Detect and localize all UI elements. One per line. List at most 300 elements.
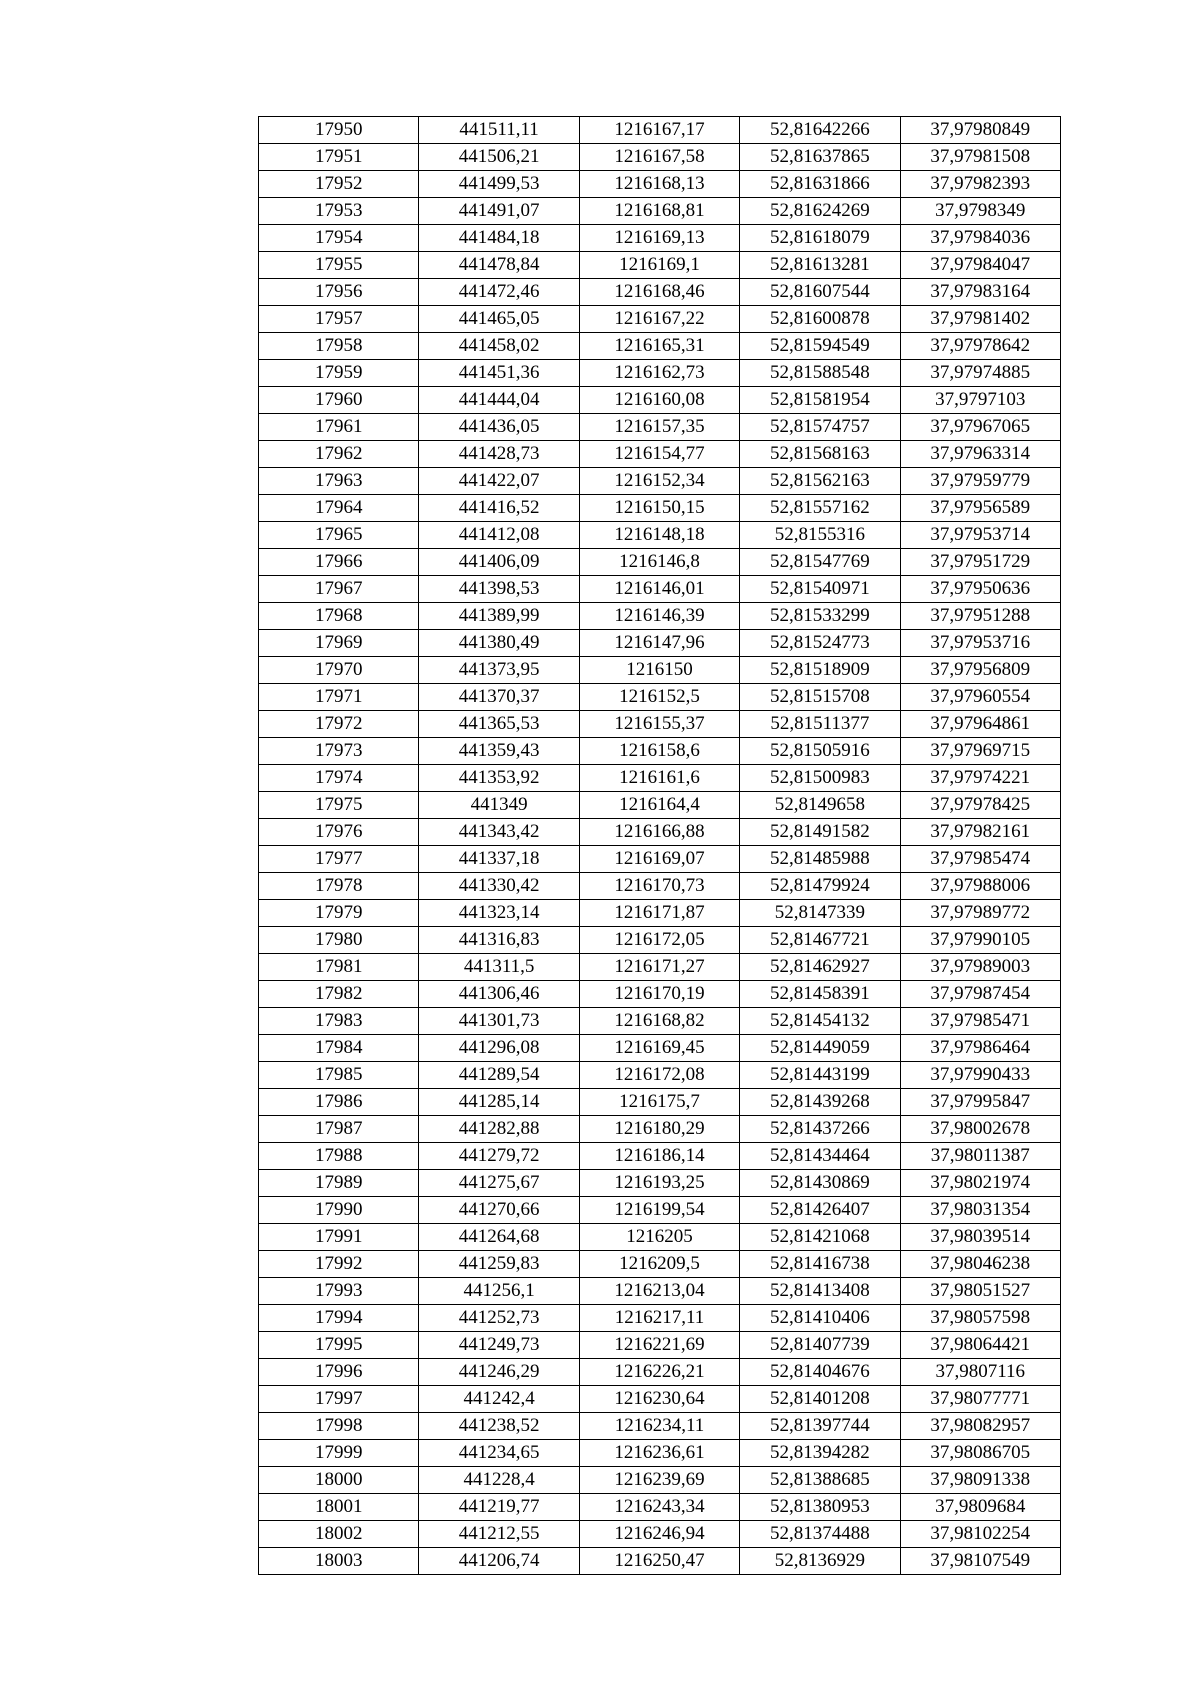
point-number-cell: 17977 (259, 846, 419, 873)
x-coordinate-cell: 441323,14 (419, 900, 579, 927)
x-coordinate-cell: 441259,83 (419, 1251, 579, 1278)
latitude-cell: 52,81454132 (740, 1008, 900, 1035)
longitude-cell: 37,98102254 (900, 1521, 1060, 1548)
table-row (259, 1413, 1061, 1440)
table-row (259, 1197, 1061, 1224)
point-number-cell: 17978 (259, 873, 419, 900)
latitude-cell: 52,81562163 (740, 468, 900, 495)
y-coordinate-cell: 1216193,25 (579, 1170, 739, 1197)
y-coordinate-cell: 1216246,94 (579, 1521, 739, 1548)
longitude-cell: 37,98046238 (900, 1251, 1060, 1278)
latitude-cell: 52,81407739 (740, 1332, 900, 1359)
latitude-cell: 52,81547769 (740, 549, 900, 576)
longitude-cell: 37,98082957 (900, 1413, 1060, 1440)
table-row (259, 873, 1061, 900)
point-number-cell: 17986 (259, 1089, 419, 1116)
point-number-cell: 17966 (259, 549, 419, 576)
point-number-cell: 17989 (259, 1170, 419, 1197)
y-coordinate-cell: 1216154,77 (579, 441, 739, 468)
y-coordinate-cell: 1216152,34 (579, 468, 739, 495)
longitude-cell: 37,98077771 (900, 1386, 1060, 1413)
x-coordinate-cell: 441412,08 (419, 522, 579, 549)
x-coordinate-cell: 441478,84 (419, 252, 579, 279)
x-coordinate-cell: 441206,74 (419, 1548, 579, 1575)
x-coordinate-cell: 441228,4 (419, 1467, 579, 1494)
point-number-cell: 18001 (259, 1494, 419, 1521)
x-coordinate-cell: 441422,07 (419, 468, 579, 495)
point-number-cell: 17979 (259, 900, 419, 927)
x-coordinate-cell: 441238,52 (419, 1413, 579, 1440)
longitude-cell: 37,97956589 (900, 495, 1060, 522)
longitude-cell: 37,97953714 (900, 522, 1060, 549)
x-coordinate-cell: 441234,65 (419, 1440, 579, 1467)
x-coordinate-cell: 441349 (419, 792, 579, 819)
latitude-cell: 52,81533299 (740, 603, 900, 630)
table-row (259, 819, 1061, 846)
longitude-cell: 37,98021974 (900, 1170, 1060, 1197)
longitude-cell: 37,9798349 (900, 198, 1060, 225)
table-row (259, 900, 1061, 927)
point-number-cell: 17988 (259, 1143, 419, 1170)
table-row (259, 306, 1061, 333)
y-coordinate-cell: 1216175,7 (579, 1089, 739, 1116)
point-number-cell: 17975 (259, 792, 419, 819)
y-coordinate-cell: 1216168,46 (579, 279, 739, 306)
y-coordinate-cell: 1216221,69 (579, 1332, 739, 1359)
latitude-cell: 52,8149658 (740, 792, 900, 819)
y-coordinate-cell: 1216169,13 (579, 225, 739, 252)
point-number-cell: 17959 (259, 360, 419, 387)
longitude-cell: 37,97982393 (900, 171, 1060, 198)
latitude-cell: 52,81540971 (740, 576, 900, 603)
y-coordinate-cell: 1216171,27 (579, 954, 739, 981)
x-coordinate-cell: 441311,5 (419, 954, 579, 981)
y-coordinate-cell: 1216155,37 (579, 711, 739, 738)
table-row (259, 684, 1061, 711)
table-row (259, 1521, 1061, 1548)
table-row (259, 792, 1061, 819)
point-number-cell: 17973 (259, 738, 419, 765)
latitude-cell: 52,81410406 (740, 1305, 900, 1332)
x-coordinate-cell: 441246,29 (419, 1359, 579, 1386)
latitude-cell: 52,81413408 (740, 1278, 900, 1305)
latitude-cell: 52,81588548 (740, 360, 900, 387)
longitude-cell: 37,98039514 (900, 1224, 1060, 1251)
x-coordinate-cell: 441330,42 (419, 873, 579, 900)
x-coordinate-cell: 441353,92 (419, 765, 579, 792)
y-coordinate-cell: 1216146,8 (579, 549, 739, 576)
latitude-cell: 52,81557162 (740, 495, 900, 522)
point-number-cell: 17954 (259, 225, 419, 252)
latitude-cell: 52,81380953 (740, 1494, 900, 1521)
x-coordinate-cell: 441444,04 (419, 387, 579, 414)
longitude-cell: 37,98107549 (900, 1548, 1060, 1575)
longitude-cell: 37,97956809 (900, 657, 1060, 684)
point-number-cell: 17993 (259, 1278, 419, 1305)
point-number-cell: 17983 (259, 1008, 419, 1035)
latitude-cell: 52,81568163 (740, 441, 900, 468)
table-row (259, 117, 1061, 144)
table-row (259, 1548, 1061, 1575)
table-row (259, 1062, 1061, 1089)
y-coordinate-cell: 1216161,6 (579, 765, 739, 792)
table-row (259, 1008, 1061, 1035)
latitude-cell: 52,81443199 (740, 1062, 900, 1089)
table-row (259, 1116, 1061, 1143)
x-coordinate-cell: 441359,43 (419, 738, 579, 765)
x-coordinate-cell: 441296,08 (419, 1035, 579, 1062)
longitude-cell: 37,98086705 (900, 1440, 1060, 1467)
longitude-cell: 37,98064421 (900, 1332, 1060, 1359)
latitude-cell: 52,81430869 (740, 1170, 900, 1197)
table-row (259, 954, 1061, 981)
table-row (259, 630, 1061, 657)
y-coordinate-cell: 1216199,54 (579, 1197, 739, 1224)
table-row (259, 549, 1061, 576)
y-coordinate-cell: 1216168,13 (579, 171, 739, 198)
x-coordinate-cell: 441380,49 (419, 630, 579, 657)
x-coordinate-cell: 441499,53 (419, 171, 579, 198)
table-row (259, 1251, 1061, 1278)
longitude-cell: 37,97990105 (900, 927, 1060, 954)
y-coordinate-cell: 1216146,01 (579, 576, 739, 603)
longitude-cell: 37,97983164 (900, 279, 1060, 306)
y-coordinate-cell: 1216236,61 (579, 1440, 739, 1467)
table-row (259, 1440, 1061, 1467)
point-number-cell: 17972 (259, 711, 419, 738)
latitude-cell: 52,81574757 (740, 414, 900, 441)
table-row (259, 1305, 1061, 1332)
y-coordinate-cell: 1216168,81 (579, 198, 739, 225)
x-coordinate-cell: 441416,52 (419, 495, 579, 522)
latitude-cell: 52,81485988 (740, 846, 900, 873)
x-coordinate-cell: 441242,4 (419, 1386, 579, 1413)
table-row (259, 738, 1061, 765)
table-row (259, 711, 1061, 738)
longitude-cell: 37,97951288 (900, 603, 1060, 630)
y-coordinate-cell: 1216213,04 (579, 1278, 739, 1305)
longitude-cell: 37,97989772 (900, 900, 1060, 927)
longitude-cell: 37,97963314 (900, 441, 1060, 468)
y-coordinate-cell: 1216205 (579, 1224, 739, 1251)
y-coordinate-cell: 1216167,58 (579, 144, 739, 171)
latitude-cell: 52,81600878 (740, 306, 900, 333)
table-row (259, 1278, 1061, 1305)
table-row (259, 1224, 1061, 1251)
y-coordinate-cell: 1216168,82 (579, 1008, 739, 1035)
y-coordinate-cell: 1216170,19 (579, 981, 739, 1008)
latitude-cell: 52,81618079 (740, 225, 900, 252)
x-coordinate-cell: 441219,77 (419, 1494, 579, 1521)
latitude-cell: 52,81394282 (740, 1440, 900, 1467)
x-coordinate-cell: 441285,14 (419, 1089, 579, 1116)
table-row (259, 495, 1061, 522)
y-coordinate-cell: 1216147,96 (579, 630, 739, 657)
x-coordinate-cell: 441301,73 (419, 1008, 579, 1035)
y-coordinate-cell: 1216165,31 (579, 333, 739, 360)
table-row (259, 1143, 1061, 1170)
y-coordinate-cell: 1216171,87 (579, 900, 739, 927)
longitude-cell: 37,9809684 (900, 1494, 1060, 1521)
latitude-cell: 52,81437266 (740, 1116, 900, 1143)
table-row (259, 387, 1061, 414)
x-coordinate-cell: 441451,36 (419, 360, 579, 387)
table-row (259, 279, 1061, 306)
latitude-cell: 52,81581954 (740, 387, 900, 414)
longitude-cell: 37,97986464 (900, 1035, 1060, 1062)
x-coordinate-cell: 441337,18 (419, 846, 579, 873)
longitude-cell: 37,97951729 (900, 549, 1060, 576)
longitude-cell: 37,9797103 (900, 387, 1060, 414)
table-row (259, 1386, 1061, 1413)
latitude-cell: 52,81426407 (740, 1197, 900, 1224)
x-coordinate-cell: 441256,1 (419, 1278, 579, 1305)
y-coordinate-cell: 1216226,21 (579, 1359, 739, 1386)
latitude-cell: 52,81515708 (740, 684, 900, 711)
table-row (259, 1332, 1061, 1359)
latitude-cell: 52,81416738 (740, 1251, 900, 1278)
table-row (259, 522, 1061, 549)
latitude-cell: 52,81624269 (740, 198, 900, 225)
longitude-cell: 37,97974885 (900, 360, 1060, 387)
table-row (259, 1089, 1061, 1116)
table-row (259, 1467, 1061, 1494)
latitude-cell: 52,81500983 (740, 765, 900, 792)
point-number-cell: 17955 (259, 252, 419, 279)
longitude-cell: 37,97953716 (900, 630, 1060, 657)
latitude-cell: 52,8136929 (740, 1548, 900, 1575)
latitude-cell: 52,81594549 (740, 333, 900, 360)
x-coordinate-cell: 441389,99 (419, 603, 579, 630)
table-row (259, 927, 1061, 954)
point-number-cell: 17984 (259, 1035, 419, 1062)
x-coordinate-cell: 441279,72 (419, 1143, 579, 1170)
table-row (259, 441, 1061, 468)
latitude-cell: 52,81388685 (740, 1467, 900, 1494)
y-coordinate-cell: 1216243,34 (579, 1494, 739, 1521)
longitude-cell: 37,97989003 (900, 954, 1060, 981)
latitude-cell: 52,81397744 (740, 1413, 900, 1440)
table-row (259, 198, 1061, 225)
point-number-cell: 18003 (259, 1548, 419, 1575)
latitude-cell: 52,81491582 (740, 819, 900, 846)
y-coordinate-cell: 1216250,47 (579, 1548, 739, 1575)
longitude-cell: 37,98057598 (900, 1305, 1060, 1332)
longitude-cell: 37,97967065 (900, 414, 1060, 441)
latitude-cell: 52,81524773 (740, 630, 900, 657)
point-number-cell: 17950 (259, 117, 419, 144)
x-coordinate-cell: 441398,53 (419, 576, 579, 603)
point-number-cell: 17981 (259, 954, 419, 981)
table-row (259, 468, 1061, 495)
latitude-cell: 52,81434464 (740, 1143, 900, 1170)
latitude-cell: 52,81462927 (740, 954, 900, 981)
x-coordinate-cell: 441406,09 (419, 549, 579, 576)
point-number-cell: 17991 (259, 1224, 419, 1251)
y-coordinate-cell: 1216172,05 (579, 927, 739, 954)
point-number-cell: 17987 (259, 1116, 419, 1143)
longitude-cell: 37,98091338 (900, 1467, 1060, 1494)
point-number-cell: 17985 (259, 1062, 419, 1089)
longitude-cell: 37,97981508 (900, 144, 1060, 171)
latitude-cell: 52,8147339 (740, 900, 900, 927)
latitude-cell: 52,81404676 (740, 1359, 900, 1386)
x-coordinate-cell: 441491,07 (419, 198, 579, 225)
y-coordinate-cell: 1216148,18 (579, 522, 739, 549)
y-coordinate-cell: 1216239,69 (579, 1467, 739, 1494)
longitude-cell: 37,9807116 (900, 1359, 1060, 1386)
point-number-cell: 17998 (259, 1413, 419, 1440)
x-coordinate-cell: 441275,67 (419, 1170, 579, 1197)
table-row (259, 252, 1061, 279)
table-row (259, 576, 1061, 603)
point-number-cell: 18000 (259, 1467, 419, 1494)
point-number-cell: 17976 (259, 819, 419, 846)
y-coordinate-cell: 1216209,5 (579, 1251, 739, 1278)
table-row (259, 1035, 1061, 1062)
latitude-cell: 52,81613281 (740, 252, 900, 279)
x-coordinate-cell: 441282,88 (419, 1116, 579, 1143)
y-coordinate-cell: 1216160,08 (579, 387, 739, 414)
latitude-cell: 52,81637865 (740, 144, 900, 171)
x-coordinate-cell: 441373,95 (419, 657, 579, 684)
y-coordinate-cell: 1216234,11 (579, 1413, 739, 1440)
table-row (259, 144, 1061, 171)
x-coordinate-cell: 441365,53 (419, 711, 579, 738)
x-coordinate-cell: 441484,18 (419, 225, 579, 252)
y-coordinate-cell: 1216217,11 (579, 1305, 739, 1332)
longitude-cell: 37,97959779 (900, 468, 1060, 495)
longitude-cell: 37,97978642 (900, 333, 1060, 360)
longitude-cell: 37,97960554 (900, 684, 1060, 711)
latitude-cell: 52,81631866 (740, 171, 900, 198)
latitude-cell: 52,81467721 (740, 927, 900, 954)
y-coordinate-cell: 1216158,6 (579, 738, 739, 765)
point-number-cell: 17994 (259, 1305, 419, 1332)
point-number-cell: 17997 (259, 1386, 419, 1413)
point-number-cell: 17970 (259, 657, 419, 684)
point-number-cell: 17999 (259, 1440, 419, 1467)
y-coordinate-cell: 1216146,39 (579, 603, 739, 630)
latitude-cell: 52,81449059 (740, 1035, 900, 1062)
latitude-cell: 52,8155316 (740, 522, 900, 549)
x-coordinate-cell: 441506,21 (419, 144, 579, 171)
latitude-cell: 52,81511377 (740, 711, 900, 738)
point-number-cell: 17960 (259, 387, 419, 414)
table-row (259, 1359, 1061, 1386)
latitude-cell: 52,81479924 (740, 873, 900, 900)
point-number-cell: 17968 (259, 603, 419, 630)
latitude-cell: 52,81421068 (740, 1224, 900, 1251)
point-number-cell: 17951 (259, 144, 419, 171)
y-coordinate-cell: 1216150 (579, 657, 739, 684)
x-coordinate-cell: 441511,11 (419, 117, 579, 144)
longitude-cell: 37,98002678 (900, 1116, 1060, 1143)
table-row (259, 360, 1061, 387)
y-coordinate-cell: 1216167,22 (579, 306, 739, 333)
y-coordinate-cell: 1216230,64 (579, 1386, 739, 1413)
point-number-cell: 17974 (259, 765, 419, 792)
table-row (259, 333, 1061, 360)
x-coordinate-cell: 441436,05 (419, 414, 579, 441)
longitude-cell: 37,97981402 (900, 306, 1060, 333)
table-row (259, 603, 1061, 630)
point-number-cell: 17996 (259, 1359, 419, 1386)
point-number-cell: 17995 (259, 1332, 419, 1359)
point-number-cell: 17980 (259, 927, 419, 954)
longitude-cell: 37,97964861 (900, 711, 1060, 738)
point-number-cell: 17971 (259, 684, 419, 711)
longitude-cell: 37,97982161 (900, 819, 1060, 846)
longitude-cell: 37,97984036 (900, 225, 1060, 252)
point-number-cell: 17956 (259, 279, 419, 306)
y-coordinate-cell: 1216170,73 (579, 873, 739, 900)
longitude-cell: 37,97984047 (900, 252, 1060, 279)
point-number-cell: 17964 (259, 495, 419, 522)
longitude-cell: 37,97988006 (900, 873, 1060, 900)
longitude-cell: 37,97980849 (900, 117, 1060, 144)
table-row (259, 1170, 1061, 1197)
point-number-cell: 17965 (259, 522, 419, 549)
y-coordinate-cell: 1216164,4 (579, 792, 739, 819)
point-number-cell: 17992 (259, 1251, 419, 1278)
point-number-cell: 17982 (259, 981, 419, 1008)
latitude-cell: 52,81505916 (740, 738, 900, 765)
table-row (259, 981, 1061, 1008)
latitude-cell: 52,81374488 (740, 1521, 900, 1548)
coordinates-table-body (259, 117, 1061, 1575)
point-number-cell: 17963 (259, 468, 419, 495)
longitude-cell: 37,97985474 (900, 846, 1060, 873)
x-coordinate-cell: 441306,46 (419, 981, 579, 1008)
table-row (259, 765, 1061, 792)
latitude-cell: 52,81642266 (740, 117, 900, 144)
x-coordinate-cell: 441458,02 (419, 333, 579, 360)
longitude-cell: 37,98051527 (900, 1278, 1060, 1305)
x-coordinate-cell: 441472,46 (419, 279, 579, 306)
latitude-cell: 52,81607544 (740, 279, 900, 306)
point-number-cell: 17967 (259, 576, 419, 603)
point-number-cell: 17957 (259, 306, 419, 333)
point-number-cell: 17969 (259, 630, 419, 657)
point-number-cell: 17958 (259, 333, 419, 360)
longitude-cell: 37,97990433 (900, 1062, 1060, 1089)
point-number-cell: 17990 (259, 1197, 419, 1224)
x-coordinate-cell: 441370,37 (419, 684, 579, 711)
y-coordinate-cell: 1216162,73 (579, 360, 739, 387)
longitude-cell: 37,97978425 (900, 792, 1060, 819)
x-coordinate-cell: 441249,73 (419, 1332, 579, 1359)
point-number-cell: 18002 (259, 1521, 419, 1548)
point-number-cell: 17952 (259, 171, 419, 198)
x-coordinate-cell: 441465,05 (419, 306, 579, 333)
table-row (259, 1494, 1061, 1521)
longitude-cell: 37,97985471 (900, 1008, 1060, 1035)
longitude-cell: 37,97987454 (900, 981, 1060, 1008)
y-coordinate-cell: 1216172,08 (579, 1062, 739, 1089)
table-row (259, 171, 1061, 198)
y-coordinate-cell: 1216169,45 (579, 1035, 739, 1062)
y-coordinate-cell: 1216150,15 (579, 495, 739, 522)
y-coordinate-cell: 1216186,14 (579, 1143, 739, 1170)
longitude-cell: 37,97950636 (900, 576, 1060, 603)
table-row (259, 846, 1061, 873)
y-coordinate-cell: 1216167,17 (579, 117, 739, 144)
x-coordinate-cell: 441316,83 (419, 927, 579, 954)
longitude-cell: 37,97969715 (900, 738, 1060, 765)
y-coordinate-cell: 1216166,88 (579, 819, 739, 846)
x-coordinate-cell: 441428,73 (419, 441, 579, 468)
